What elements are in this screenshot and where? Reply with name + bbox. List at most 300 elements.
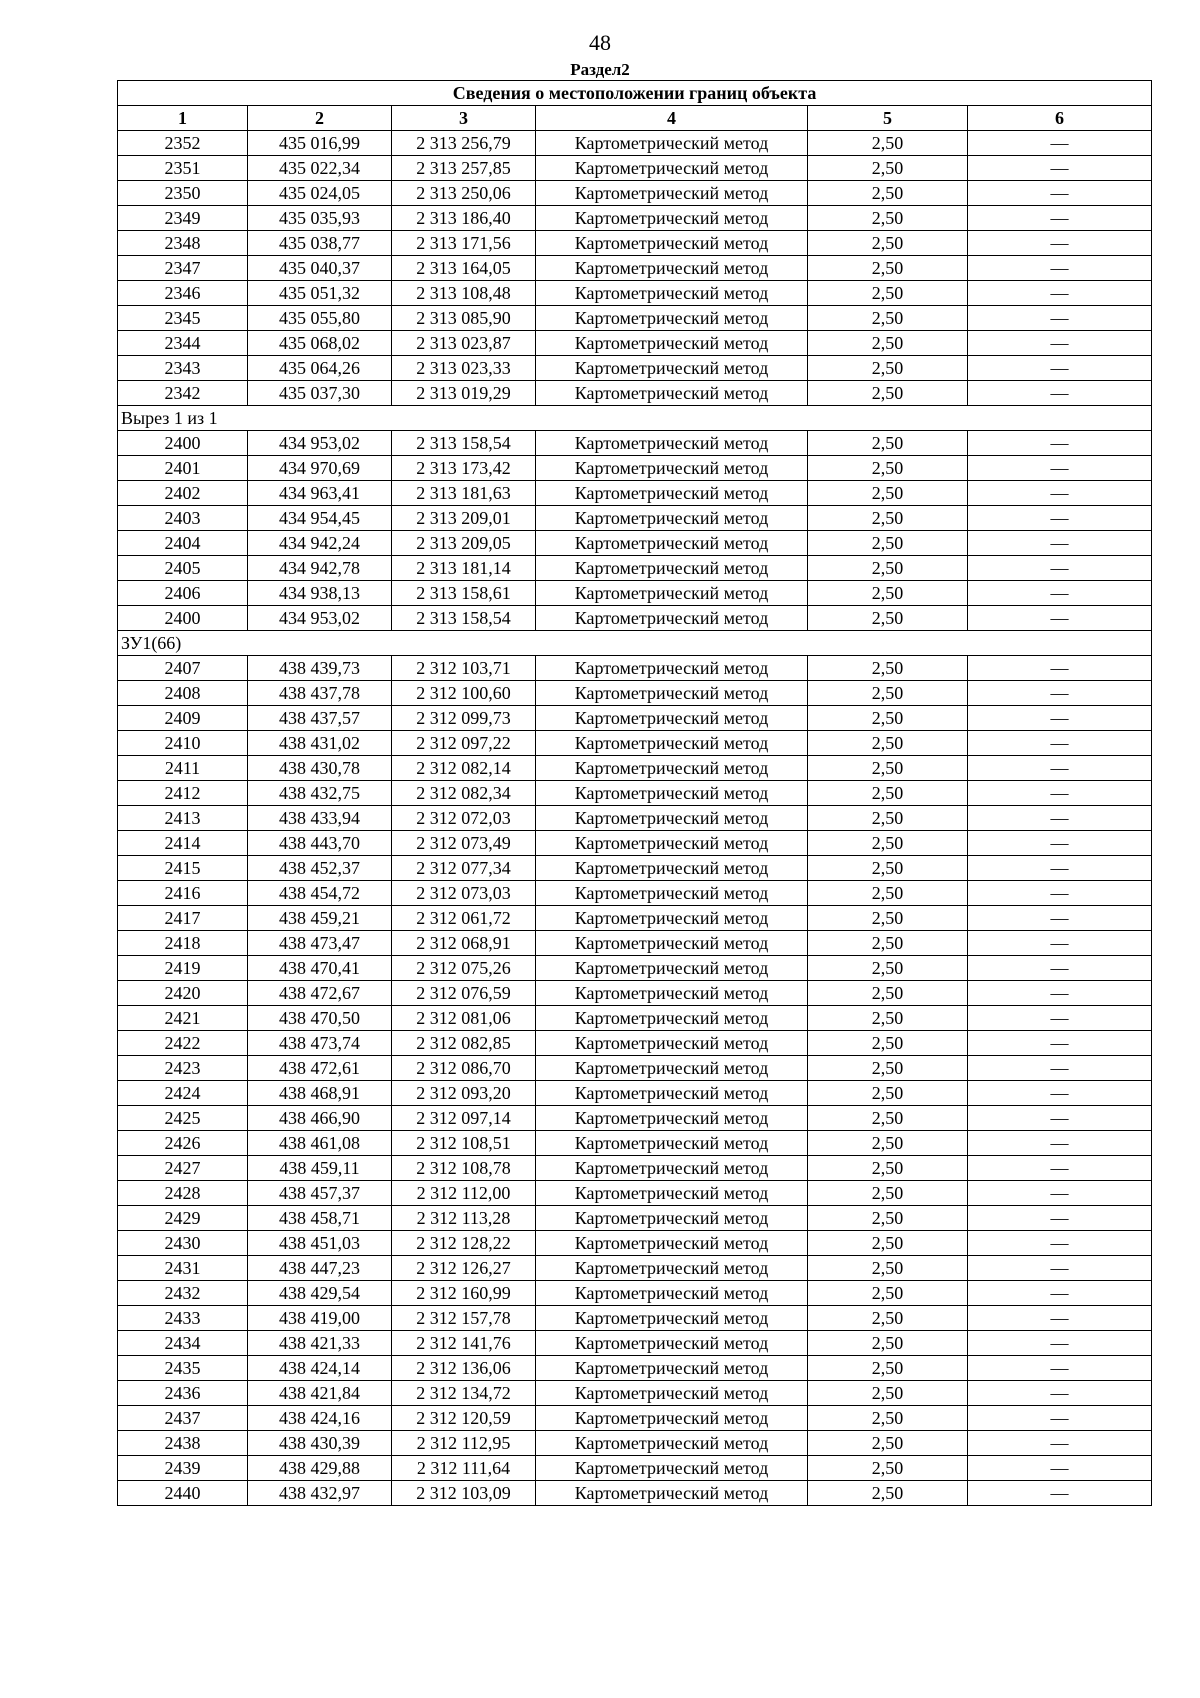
accuracy-cell: 2,50 — [808, 381, 968, 406]
description-cell: — — [968, 1081, 1152, 1106]
method-cell: Картометрический метод — [536, 906, 808, 931]
method-cell: Картометрический метод — [536, 581, 808, 606]
y-coordinate-cell: 2 313 173,42 — [392, 456, 536, 481]
table-row — [118, 256, 1152, 281]
description-cell: — — [968, 1331, 1152, 1356]
column-header: 5 — [808, 106, 968, 131]
x-coordinate-cell: 438 473,74 — [248, 1031, 392, 1056]
table-row — [118, 331, 1152, 356]
x-coordinate-cell: 435 016,99 — [248, 131, 392, 156]
method-cell: Картометрический метод — [536, 1431, 808, 1456]
table-row — [118, 831, 1152, 856]
description-cell: — — [968, 856, 1152, 881]
table-row — [118, 131, 1152, 156]
point-number-cell: 2350 — [118, 181, 248, 206]
y-coordinate-cell: 2 313 108,48 — [392, 281, 536, 306]
table-row — [118, 156, 1152, 181]
table-row — [118, 1156, 1152, 1181]
x-coordinate-cell: 438 447,23 — [248, 1256, 392, 1281]
table-row — [118, 181, 1152, 206]
point-number-cell: 2348 — [118, 231, 248, 256]
point-number-cell: 2420 — [118, 981, 248, 1006]
accuracy-cell: 2,50 — [808, 756, 968, 781]
y-coordinate-cell: 2 313 023,87 — [392, 331, 536, 356]
table-row — [118, 1106, 1152, 1131]
x-coordinate-cell: 438 457,37 — [248, 1181, 392, 1206]
accuracy-cell: 2,50 — [808, 706, 968, 731]
description-cell: — — [968, 1206, 1152, 1231]
y-coordinate-cell: 2 312 120,59 — [392, 1406, 536, 1431]
method-cell: Картометрический метод — [536, 181, 808, 206]
table-row — [118, 1056, 1152, 1081]
y-coordinate-cell: 2 312 082,34 — [392, 781, 536, 806]
accuracy-cell: 2,50 — [808, 231, 968, 256]
x-coordinate-cell: 438 424,14 — [248, 1356, 392, 1381]
description-cell: — — [968, 1456, 1152, 1481]
description-cell: — — [968, 381, 1152, 406]
accuracy-cell: 2,50 — [808, 1456, 968, 1481]
y-coordinate-cell: 2 312 075,26 — [392, 956, 536, 981]
column-header-row — [118, 106, 1152, 131]
y-coordinate-cell: 2 312 077,34 — [392, 856, 536, 881]
table-row — [118, 606, 1152, 631]
x-coordinate-cell: 435 051,32 — [248, 281, 392, 306]
page-number: 48 — [589, 30, 611, 55]
point-number-cell: 2403 — [118, 506, 248, 531]
table-row — [118, 731, 1152, 756]
method-cell: Картометрический метод — [536, 706, 808, 731]
y-coordinate-cell: 2 312 128,22 — [392, 1231, 536, 1256]
y-coordinate-cell: 2 312 097,14 — [392, 1106, 536, 1131]
table-row — [118, 806, 1152, 831]
point-number-cell: 2423 — [118, 1056, 248, 1081]
description-cell: — — [968, 331, 1152, 356]
point-number-cell: 2430 — [118, 1231, 248, 1256]
column-header: 6 — [968, 106, 1152, 131]
description-cell: — — [968, 556, 1152, 581]
method-cell: Картометрический метод — [536, 131, 808, 156]
description-cell: — — [968, 481, 1152, 506]
table-row — [118, 206, 1152, 231]
accuracy-cell: 2,50 — [808, 606, 968, 631]
point-number-cell: 2351 — [118, 156, 248, 181]
y-coordinate-cell: 2 312 099,73 — [392, 706, 536, 731]
table-row — [118, 456, 1152, 481]
point-number-cell: 2406 — [118, 581, 248, 606]
method-cell: Картометрический метод — [536, 1056, 808, 1081]
method-cell: Картометрический метод — [536, 281, 808, 306]
description-cell: — — [968, 1106, 1152, 1131]
table-title: Сведения о местоположении границ объекта — [118, 81, 1152, 106]
point-number-cell: 2440 — [118, 1481, 248, 1506]
y-coordinate-cell: 2 312 157,78 — [392, 1306, 536, 1331]
description-cell: — — [968, 506, 1152, 531]
y-coordinate-cell: 2 312 108,51 — [392, 1131, 536, 1156]
x-coordinate-cell: 438 454,72 — [248, 881, 392, 906]
x-coordinate-cell: 435 022,34 — [248, 156, 392, 181]
point-number-cell: 2429 — [118, 1206, 248, 1231]
x-coordinate-cell: 434 953,02 — [248, 431, 392, 456]
table-row — [118, 681, 1152, 706]
description-cell: — — [968, 1406, 1152, 1431]
description-cell: — — [968, 1256, 1152, 1281]
accuracy-cell: 2,50 — [808, 956, 968, 981]
y-coordinate-cell: 2 312 072,03 — [392, 806, 536, 831]
table-row — [118, 531, 1152, 556]
description-cell: — — [968, 531, 1152, 556]
point-number-cell: 2402 — [118, 481, 248, 506]
accuracy-cell: 2,50 — [808, 831, 968, 856]
x-coordinate-cell: 438 472,61 — [248, 1056, 392, 1081]
point-number-cell: 2349 — [118, 206, 248, 231]
table-row — [118, 1206, 1152, 1231]
description-cell: — — [968, 1056, 1152, 1081]
x-coordinate-cell: 434 963,41 — [248, 481, 392, 506]
accuracy-cell: 2,50 — [808, 1431, 968, 1456]
accuracy-cell: 2,50 — [808, 306, 968, 331]
accuracy-cell: 2,50 — [808, 881, 968, 906]
point-number-cell: 2344 — [118, 331, 248, 356]
description-cell: — — [968, 281, 1152, 306]
table-row — [118, 1456, 1152, 1481]
method-cell: Картометрический метод — [536, 381, 808, 406]
y-coordinate-cell: 2 313 023,33 — [392, 356, 536, 381]
y-coordinate-cell: 2 313 209,05 — [392, 531, 536, 556]
method-cell: Картометрический метод — [536, 256, 808, 281]
method-cell: Картометрический метод — [536, 856, 808, 881]
x-coordinate-cell: 438 421,33 — [248, 1331, 392, 1356]
y-coordinate-cell: 2 312 111,64 — [392, 1456, 536, 1481]
table-row — [118, 1006, 1152, 1031]
method-cell: Картометрический метод — [536, 1006, 808, 1031]
accuracy-cell: 2,50 — [808, 581, 968, 606]
x-coordinate-cell: 438 430,39 — [248, 1431, 392, 1456]
x-coordinate-cell: 438 443,70 — [248, 831, 392, 856]
section-label-cell: ЗУ1(66) — [118, 631, 1152, 656]
x-coordinate-cell: 434 970,69 — [248, 456, 392, 481]
y-coordinate-cell: 2 313 256,79 — [392, 131, 536, 156]
point-number-cell: 2431 — [118, 1256, 248, 1281]
description-cell: — — [968, 681, 1152, 706]
table-row — [118, 1281, 1152, 1306]
accuracy-cell: 2,50 — [808, 556, 968, 581]
point-number-cell: 2417 — [118, 906, 248, 931]
accuracy-cell: 2,50 — [808, 1306, 968, 1331]
y-coordinate-cell: 2 312 141,76 — [392, 1331, 536, 1356]
y-coordinate-cell: 2 313 186,40 — [392, 206, 536, 231]
point-number-cell: 2419 — [118, 956, 248, 981]
accuracy-cell: 2,50 — [808, 1281, 968, 1306]
table-row — [118, 506, 1152, 531]
method-cell: Картометрический метод — [536, 1156, 808, 1181]
accuracy-cell: 2,50 — [808, 1056, 968, 1081]
point-number-cell: 2438 — [118, 1431, 248, 1456]
description-cell: — — [968, 1381, 1152, 1406]
method-cell: Картометрический метод — [536, 481, 808, 506]
point-number-cell: 2347 — [118, 256, 248, 281]
description-cell: — — [968, 881, 1152, 906]
table-row — [118, 756, 1152, 781]
table-row — [118, 881, 1152, 906]
description-cell: — — [968, 1131, 1152, 1156]
description-cell: — — [968, 156, 1152, 181]
point-number-cell: 2405 — [118, 556, 248, 581]
accuracy-cell: 2,50 — [808, 656, 968, 681]
column-header: 1 — [118, 106, 248, 131]
table-title-row — [118, 81, 1152, 106]
y-coordinate-cell: 2 313 085,90 — [392, 306, 536, 331]
y-coordinate-cell: 2 312 073,49 — [392, 831, 536, 856]
method-cell: Картометрический метод — [536, 681, 808, 706]
table-row — [118, 1081, 1152, 1106]
description-cell: — — [968, 1231, 1152, 1256]
point-number-cell: 2400 — [118, 606, 248, 631]
description-cell: — — [968, 656, 1152, 681]
x-coordinate-cell: 438 439,73 — [248, 656, 392, 681]
description-cell: — — [968, 981, 1152, 1006]
point-number-cell: 2413 — [118, 806, 248, 831]
method-cell: Картометрический метод — [536, 956, 808, 981]
point-number-cell: 2427 — [118, 1156, 248, 1181]
table-row — [118, 306, 1152, 331]
section-label-cell: Вырез 1 из 1 — [118, 406, 1152, 431]
description-cell: — — [968, 606, 1152, 631]
x-coordinate-cell: 438 437,57 — [248, 706, 392, 731]
point-number-cell: 2436 — [118, 1381, 248, 1406]
y-coordinate-cell: 2 312 136,06 — [392, 1356, 536, 1381]
table-row — [118, 431, 1152, 456]
description-cell: — — [968, 256, 1152, 281]
accuracy-cell: 2,50 — [808, 481, 968, 506]
x-coordinate-cell: 435 040,37 — [248, 256, 392, 281]
accuracy-cell: 2,50 — [808, 456, 968, 481]
accuracy-cell: 2,50 — [808, 981, 968, 1006]
x-coordinate-cell: 434 942,24 — [248, 531, 392, 556]
description-cell: — — [968, 206, 1152, 231]
accuracy-cell: 2,50 — [808, 156, 968, 181]
method-cell: Картометрический метод — [536, 1306, 808, 1331]
y-coordinate-cell: 2 312 112,95 — [392, 1431, 536, 1456]
x-coordinate-cell: 438 459,21 — [248, 906, 392, 931]
accuracy-cell: 2,50 — [808, 1231, 968, 1256]
y-coordinate-cell: 2 312 108,78 — [392, 1156, 536, 1181]
point-number-cell: 2400 — [118, 431, 248, 456]
x-coordinate-cell: 435 035,93 — [248, 206, 392, 231]
description-cell: — — [968, 731, 1152, 756]
description-cell: — — [968, 231, 1152, 256]
description-cell: — — [968, 706, 1152, 731]
method-cell: Картометрический метод — [536, 656, 808, 681]
table-row — [118, 1381, 1152, 1406]
x-coordinate-cell: 434 953,02 — [248, 606, 392, 631]
point-number-cell: 2437 — [118, 1406, 248, 1431]
point-number-cell: 2343 — [118, 356, 248, 381]
y-coordinate-cell: 2 313 250,06 — [392, 181, 536, 206]
method-cell: Картометрический метод — [536, 1206, 808, 1231]
table-row — [118, 1431, 1152, 1456]
method-cell: Картометрический метод — [536, 1456, 808, 1481]
method-cell: Картометрический метод — [536, 1356, 808, 1381]
table-row — [118, 1256, 1152, 1281]
x-coordinate-cell: 438 468,91 — [248, 1081, 392, 1106]
method-cell: Картометрический метод — [536, 831, 808, 856]
y-coordinate-cell: 2 312 126,27 — [392, 1256, 536, 1281]
x-coordinate-cell: 438 452,37 — [248, 856, 392, 881]
x-coordinate-cell: 438 473,47 — [248, 931, 392, 956]
y-coordinate-cell: 2 312 076,59 — [392, 981, 536, 1006]
x-coordinate-cell: 438 421,84 — [248, 1381, 392, 1406]
description-cell: — — [968, 181, 1152, 206]
table-row — [118, 906, 1152, 931]
y-coordinate-cell: 2 313 181,63 — [392, 481, 536, 506]
table-row — [118, 581, 1152, 606]
x-coordinate-cell: 434 938,13 — [248, 581, 392, 606]
y-coordinate-cell: 2 312 103,09 — [392, 1481, 536, 1506]
x-coordinate-cell: 438 432,97 — [248, 1481, 392, 1506]
description-cell: — — [968, 1431, 1152, 1456]
description-cell: — — [968, 1306, 1152, 1331]
method-cell: Картометрический метод — [536, 1106, 808, 1131]
description-cell: — — [968, 931, 1152, 956]
point-number-cell: 2342 — [118, 381, 248, 406]
x-coordinate-cell: 435 064,26 — [248, 356, 392, 381]
description-cell: — — [968, 806, 1152, 831]
column-header: 4 — [536, 106, 808, 131]
accuracy-cell: 2,50 — [808, 1481, 968, 1506]
y-coordinate-cell: 2 312 073,03 — [392, 881, 536, 906]
y-coordinate-cell: 2 312 134,72 — [392, 1381, 536, 1406]
table-row — [118, 1406, 1152, 1431]
point-number-cell: 2416 — [118, 881, 248, 906]
x-coordinate-cell: 438 429,54 — [248, 1281, 392, 1306]
x-coordinate-cell: 438 472,67 — [248, 981, 392, 1006]
description-cell: — — [968, 1181, 1152, 1206]
accuracy-cell: 2,50 — [808, 731, 968, 756]
method-cell: Картометрический метод — [536, 881, 808, 906]
description-cell: — — [968, 1481, 1152, 1506]
description-cell: — — [968, 306, 1152, 331]
method-cell: Картометрический метод — [536, 306, 808, 331]
accuracy-cell: 2,50 — [808, 856, 968, 881]
method-cell: Картометрический метод — [536, 806, 808, 831]
table-row — [118, 356, 1152, 381]
accuracy-cell: 2,50 — [808, 356, 968, 381]
y-coordinate-cell: 2 312 086,70 — [392, 1056, 536, 1081]
y-coordinate-cell: 2 313 158,54 — [392, 431, 536, 456]
method-cell: Картометрический метод — [536, 731, 808, 756]
point-number-cell: 2439 — [118, 1456, 248, 1481]
y-coordinate-cell: 2 313 158,61 — [392, 581, 536, 606]
accuracy-cell: 2,50 — [808, 1006, 968, 1031]
accuracy-cell: 2,50 — [808, 1081, 968, 1106]
method-cell: Картометрический метод — [536, 231, 808, 256]
x-coordinate-cell: 438 459,11 — [248, 1156, 392, 1181]
method-cell: Картометрический метод — [536, 1081, 808, 1106]
point-number-cell: 2415 — [118, 856, 248, 881]
description-cell: — — [968, 1281, 1152, 1306]
accuracy-cell: 2,50 — [808, 1031, 968, 1056]
method-cell: Картометрический метод — [536, 606, 808, 631]
description-cell: — — [968, 906, 1152, 931]
table-row — [118, 1481, 1152, 1506]
y-coordinate-cell: 2 312 160,99 — [392, 1281, 536, 1306]
x-coordinate-cell: 438 419,00 — [248, 1306, 392, 1331]
y-coordinate-cell: 2 312 082,14 — [392, 756, 536, 781]
y-coordinate-cell: 2 312 068,91 — [392, 931, 536, 956]
y-coordinate-cell: 2 312 113,28 — [392, 1206, 536, 1231]
table-row — [118, 956, 1152, 981]
description-cell: — — [968, 1006, 1152, 1031]
point-number-cell: 2425 — [118, 1106, 248, 1131]
point-number-cell: 2414 — [118, 831, 248, 856]
table-row — [118, 1031, 1152, 1056]
accuracy-cell: 2,50 — [808, 1406, 968, 1431]
y-coordinate-cell: 2 313 171,56 — [392, 231, 536, 256]
description-cell: — — [968, 581, 1152, 606]
accuracy-cell: 2,50 — [808, 506, 968, 531]
table-row — [118, 931, 1152, 956]
y-coordinate-cell: 2 313 257,85 — [392, 156, 536, 181]
accuracy-cell: 2,50 — [808, 331, 968, 356]
accuracy-cell: 2,50 — [808, 1356, 968, 1381]
description-cell: — — [968, 956, 1152, 981]
y-coordinate-cell: 2 313 181,14 — [392, 556, 536, 581]
x-coordinate-cell: 438 451,03 — [248, 1231, 392, 1256]
x-coordinate-cell: 438 429,88 — [248, 1456, 392, 1481]
y-coordinate-cell: 2 313 158,54 — [392, 606, 536, 631]
accuracy-cell: 2,50 — [808, 906, 968, 931]
point-number-cell: 2345 — [118, 306, 248, 331]
point-number-cell: 2409 — [118, 706, 248, 731]
method-cell: Картометрический метод — [536, 1281, 808, 1306]
x-coordinate-cell: 438 433,94 — [248, 806, 392, 831]
description-cell: — — [968, 1031, 1152, 1056]
method-cell: Картометрический метод — [536, 431, 808, 456]
table-row — [118, 856, 1152, 881]
point-number-cell: 2435 — [118, 1356, 248, 1381]
accuracy-cell: 2,50 — [808, 131, 968, 156]
accuracy-cell: 2,50 — [808, 1106, 968, 1131]
method-cell: Картометрический метод — [536, 1331, 808, 1356]
accuracy-cell: 2,50 — [808, 181, 968, 206]
point-number-cell: 2412 — [118, 781, 248, 806]
accuracy-cell: 2,50 — [808, 431, 968, 456]
accuracy-cell: 2,50 — [808, 531, 968, 556]
description-cell: — — [968, 456, 1152, 481]
section-row — [118, 631, 1152, 656]
method-cell: Картометрический метод — [536, 1256, 808, 1281]
point-number-cell: 2408 — [118, 681, 248, 706]
accuracy-cell: 2,50 — [808, 1131, 968, 1156]
y-coordinate-cell: 2 312 061,72 — [392, 906, 536, 931]
section-row — [118, 406, 1152, 431]
x-coordinate-cell: 438 470,50 — [248, 1006, 392, 1031]
description-cell: — — [968, 781, 1152, 806]
accuracy-cell: 2,50 — [808, 206, 968, 231]
point-number-cell: 2428 — [118, 1181, 248, 1206]
x-coordinate-cell: 435 037,30 — [248, 381, 392, 406]
point-number-cell: 2422 — [118, 1031, 248, 1056]
y-coordinate-cell: 2 312 093,20 — [392, 1081, 536, 1106]
method-cell: Картометрический метод — [536, 756, 808, 781]
x-coordinate-cell: 438 430,78 — [248, 756, 392, 781]
x-coordinate-cell: 438 466,90 — [248, 1106, 392, 1131]
table-row — [118, 981, 1152, 1006]
point-number-cell: 2410 — [118, 731, 248, 756]
column-header: 3 — [392, 106, 536, 131]
y-coordinate-cell: 2 312 097,22 — [392, 731, 536, 756]
method-cell: Картометрический метод — [536, 156, 808, 181]
